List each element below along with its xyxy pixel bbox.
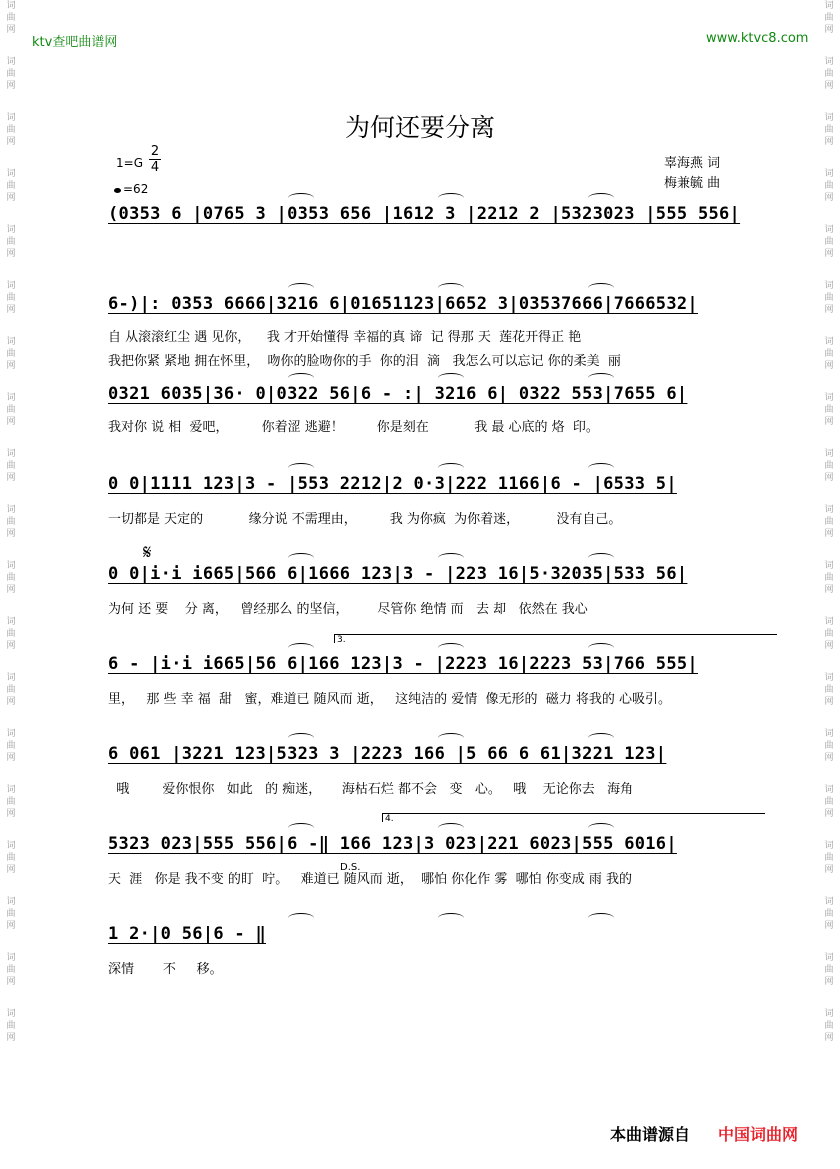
watermark-char: 网 [6,417,16,427]
watermark-gap [818,820,840,840]
slur-arc [438,733,464,743]
watermark-char: 词 [824,1,834,11]
watermark-gap [818,36,840,56]
left-watermark-strip [0,0,22,1169]
watermark-char: 曲 [824,685,834,695]
score-row [108,198,763,232]
watermark-char: 网 [6,921,16,931]
slur-arc [438,823,464,833]
slur-arc [438,283,464,293]
watermark-char: 曲 [824,405,834,415]
watermark-gap [818,876,840,896]
slur-arc [588,553,614,563]
volta-bracket-4: 4. [382,813,765,822]
lyricist-credit: 辜海燕 词 [664,156,721,171]
slur-arc [288,283,314,293]
watermark-gap [0,428,22,448]
lyric-line: 天 涯 你是 我不变 的盯 咛。 难道已 随风而 逝， 哪怕 你化作 雾 哪怕 你变成 雨 我的 [108,872,633,887]
watermark-char: 网 [824,753,834,763]
watermark-char: 词 [6,841,16,851]
watermark-char: 词 [824,561,834,571]
watermark-char: 词 [824,729,834,739]
header-site-left: ktv查吧曲谱网 [32,35,118,50]
watermark-gap [818,1044,840,1064]
watermark-gap [0,596,22,616]
watermark-char: 词 [6,281,16,291]
watermark-char: 词 [6,225,16,235]
watermark-char: 网 [6,305,16,315]
watermark-char: 词 [824,953,834,963]
watermark-char: 曲 [6,293,16,303]
watermark-char: 网 [824,809,834,819]
watermark-gap [818,260,840,280]
footer-source-label: 本曲谱源自 [610,1125,691,1144]
watermark-char: 网 [824,1033,834,1043]
watermark-gap [0,1044,22,1064]
slur-arc [588,463,614,473]
watermark-char: 词 [6,897,16,907]
lyric-line: 里， 那 些 幸 福 甜 蜜，难道已 随风而 逝， 这纯洁的 爱情 像无形的 磁力 将我的 心吸引。 [108,692,672,707]
watermark-char: 曲 [6,1021,16,1031]
watermark-char: 词 [6,673,16,683]
watermark-char: 词 [6,449,16,459]
watermark-char: 词 [824,897,834,907]
watermark-char: 曲 [824,965,834,975]
watermark-char: 词 [6,617,16,627]
watermark-char: 网 [6,809,16,819]
watermark-gap [818,988,840,1008]
score-row [108,738,763,772]
watermark-char: 曲 [6,573,16,583]
watermark-char: 曲 [824,461,834,471]
watermark-char: 词 [6,953,16,963]
watermark-char: 曲 [824,237,834,247]
notation-text: 0321 6035|36· 0|0322 56|6 - :| 3216 6| 0322 553|7655 6| [108,384,688,404]
watermark-char: 网 [6,473,16,483]
watermark-char: 曲 [6,349,16,359]
watermark-gap [0,148,22,168]
watermark-gap [0,260,22,280]
watermark-gap [818,652,840,672]
slur-arc [288,373,314,383]
watermark-char: 词 [824,113,834,123]
notation-text: 6 061 |3221 123|5323 3 |2223 166 |5 66 6 61|3221 123| [108,744,667,764]
watermark-char: 网 [824,921,834,931]
lyric-line: 一切都是 天定的 缘分说 不需理由， 我 为你疯 为你着迷， 没有自己。 [108,512,622,527]
volta-bracket-3: 3. [334,634,777,643]
watermark-gap [0,988,22,1008]
watermark-char: 曲 [824,853,834,863]
watermark-gap [0,316,22,336]
watermark-gap [818,316,840,336]
quarter-note-icon [114,188,121,193]
watermark-char: 曲 [6,853,16,863]
watermark-char: 网 [824,865,834,875]
slur-arc [288,733,314,743]
notation-text: (0353 6 |0765 3 |0353 656 |1612 3 |2212 2 |5323023 |555 556| [108,204,741,224]
watermark-char: 曲 [6,909,16,919]
watermark-char: 网 [6,193,16,203]
lyric-line: 自 从滚滚红尘 遇 见你， 我 才开始懂得 幸福的真 谛 记 得那 天 莲花开得正 艳 [108,330,582,345]
slur-arc [288,643,314,653]
watermark-char: 曲 [824,181,834,191]
slur-arc [588,913,614,923]
notation-text: 0 0|i·i i665|566 6|1666 123|3 - |223 16|5·32035|533 56| [108,564,688,584]
watermark-char: 网 [824,81,834,91]
score-row [108,648,763,682]
watermark-char: 词 [6,57,16,67]
watermark-gap [0,876,22,896]
slur-arc [588,823,614,833]
lyric-line: 我把你紧 紧地 拥在怀里， 吻你的脸吻你的手 你的泪 滴 我怎么可以忘记 你的柔美 丽 [108,354,621,369]
watermark-gap [0,204,22,224]
slur-arc [438,463,464,473]
footer-source-brand: 中国词曲网 [718,1125,799,1144]
watermark-gap [0,372,22,392]
watermark-gap [0,820,22,840]
watermark-char: 词 [824,617,834,627]
score-row [108,918,763,952]
watermark-gap [0,652,22,672]
watermark-char: 曲 [824,349,834,359]
watermark-gap [0,764,22,784]
slur-arc [438,913,464,923]
watermark-char: 网 [6,25,16,35]
watermark-char: 词 [6,729,16,739]
watermark-gap [818,148,840,168]
watermark-char: 网 [6,697,16,707]
watermark-gap [0,932,22,952]
watermark-char: 网 [6,81,16,91]
watermark-char: 曲 [824,13,834,23]
watermark-char: 词 [6,785,16,795]
watermark-gap [0,708,22,728]
watermark-char: 曲 [6,517,16,527]
watermark-char: 曲 [824,797,834,807]
watermark-char: 曲 [6,125,16,135]
watermark-char: 网 [824,473,834,483]
notation-text: 5323 023|555 556|6 -‖ 166 123|3 023|221 6023|555 6016| [108,834,677,854]
watermark-char: 词 [824,673,834,683]
watermark-char: 曲 [6,629,16,639]
watermark-char: 网 [824,697,834,707]
watermark-char: 曲 [6,181,16,191]
watermark-char: 词 [824,225,834,235]
watermark-char: 网 [6,641,16,651]
watermark-char: 曲 [824,125,834,135]
lyric-line: 我对你 说 相 爱吧， 你着涩 逃避！ 你是刻在 我 最 心底的 烙 印。 [108,420,599,435]
slur-arc [588,373,614,383]
slur-arc [288,553,314,563]
slur-arc [438,193,464,203]
watermark-char: 网 [6,753,16,763]
watermark-char: 曲 [6,237,16,247]
right-watermark-strip [818,0,840,1169]
watermark-gap [818,764,840,784]
notation-text: 6 - |i·i i665|56 6|166 123|3 - |2223 16|2223 53|766 555| [108,654,698,674]
watermark-char: 曲 [824,69,834,79]
watermark-gap [818,372,840,392]
watermark-char: 词 [824,337,834,347]
watermark-char: 词 [824,841,834,851]
watermark-char: 词 [824,281,834,291]
watermark-char: 词 [6,1,16,11]
watermark-char: 网 [824,417,834,427]
composer-credit: 梅兼毓 曲 [664,176,721,191]
slur-arc [288,913,314,923]
watermark-gap [0,484,22,504]
watermark-char: 词 [6,337,16,347]
watermark-char: 曲 [6,685,16,695]
slur-arc [438,553,464,563]
slur-arc [438,643,464,653]
slur-arc [588,643,614,653]
watermark-char: 曲 [824,293,834,303]
notation-text: 0 0|1111 123|3 - |553 2212|2 0·3|222 1166|6 - |6533 5| [108,474,677,494]
watermark-char: 曲 [6,965,16,975]
lyric-line: 为何 还 要 分 离， 曾经那么 的坚信， 尽管你 绝情 而 去 却 依然在 我心 [108,602,588,617]
slur-arc [288,193,314,203]
slur-arc [288,463,314,473]
watermark-char: 词 [6,1009,16,1019]
watermark-char: 网 [6,249,16,259]
lyric-line: 哦 爱你恨你 如此 的 痴迷， 海枯石烂 都不会 变 心。 哦 无论你去 海角 [108,782,634,797]
lyric-line: 深情 不 移。 [108,962,223,977]
score-row [108,288,763,322]
song-title: 为何还要分离 [344,113,495,142]
watermark-gap [818,204,840,224]
dal-segno-mark: D.S. [340,862,361,873]
segno-sign: 𝄋 [143,540,152,564]
watermark-char: 网 [824,249,834,259]
watermark-char: 曲 [6,405,16,415]
watermark-char: 词 [824,785,834,795]
watermark-char: 网 [824,529,834,539]
notation-text: 6-)|: 0353 6666|3216 6|01651123|6652 3|03537666|7666532| [108,294,698,314]
watermark-char: 词 [824,505,834,515]
watermark-char: 词 [6,505,16,515]
key-signature: 1=G [116,156,143,170]
notation-text: 1 2·|0 56|6 - ‖ [108,924,267,944]
watermark-char: 词 [6,561,16,571]
slur-arc [438,373,464,383]
watermark-gap [818,708,840,728]
watermark-gap [0,36,22,56]
watermark-char: 曲 [824,741,834,751]
watermark-char: 曲 [6,69,16,79]
watermark-char: 词 [824,393,834,403]
watermark-char: 网 [824,585,834,595]
header-site-right: www.ktvc8.com [706,31,809,46]
watermark-char: 词 [824,449,834,459]
watermark-char: 曲 [824,909,834,919]
watermark-char: 曲 [6,13,16,23]
watermark-gap [818,596,840,616]
watermark-char: 网 [6,361,16,371]
watermark-char: 曲 [824,1021,834,1031]
slur-arc [588,733,614,743]
score-row [108,378,763,412]
time-signature [149,144,161,175]
watermark-gap [818,932,840,952]
watermark-char: 网 [824,977,834,987]
watermark-char: 曲 [6,461,16,471]
score-row [108,468,763,502]
slur-arc [588,283,614,293]
watermark-char: 曲 [6,797,16,807]
score-row [108,828,763,862]
slur-arc [288,823,314,833]
watermark-char: 词 [6,393,16,403]
watermark-char: 曲 [824,573,834,583]
watermark-char: 网 [6,977,16,987]
tempo-marking: =62 [114,182,148,196]
watermark-char: 网 [824,25,834,35]
watermark-char: 网 [824,193,834,203]
watermark-char: 网 [6,137,16,147]
watermark-gap [818,428,840,448]
watermark-char: 词 [824,169,834,179]
slur-arc [588,193,614,203]
watermark-char: 词 [6,113,16,123]
watermark-char: 网 [6,865,16,875]
watermark-gap [818,540,840,560]
watermark-char: 曲 [824,517,834,527]
watermark-gap [0,540,22,560]
watermark-char: 曲 [824,629,834,639]
watermark-char: 词 [6,169,16,179]
watermark-char: 网 [6,529,16,539]
time-sig-denominator: 4 [150,160,160,175]
watermark-gap [818,484,840,504]
score-row [108,558,763,592]
watermark-char: 曲 [6,741,16,751]
time-sig-numerator: 2 [150,144,160,159]
watermark-char: 网 [6,585,16,595]
watermark-char: 网 [824,641,834,651]
watermark-char: 网 [824,361,834,371]
watermark-char: 网 [824,137,834,147]
watermark-char: 网 [6,1033,16,1043]
watermark-char: 词 [824,1009,834,1019]
watermark-char: 网 [824,305,834,315]
watermark-char: 词 [824,57,834,67]
